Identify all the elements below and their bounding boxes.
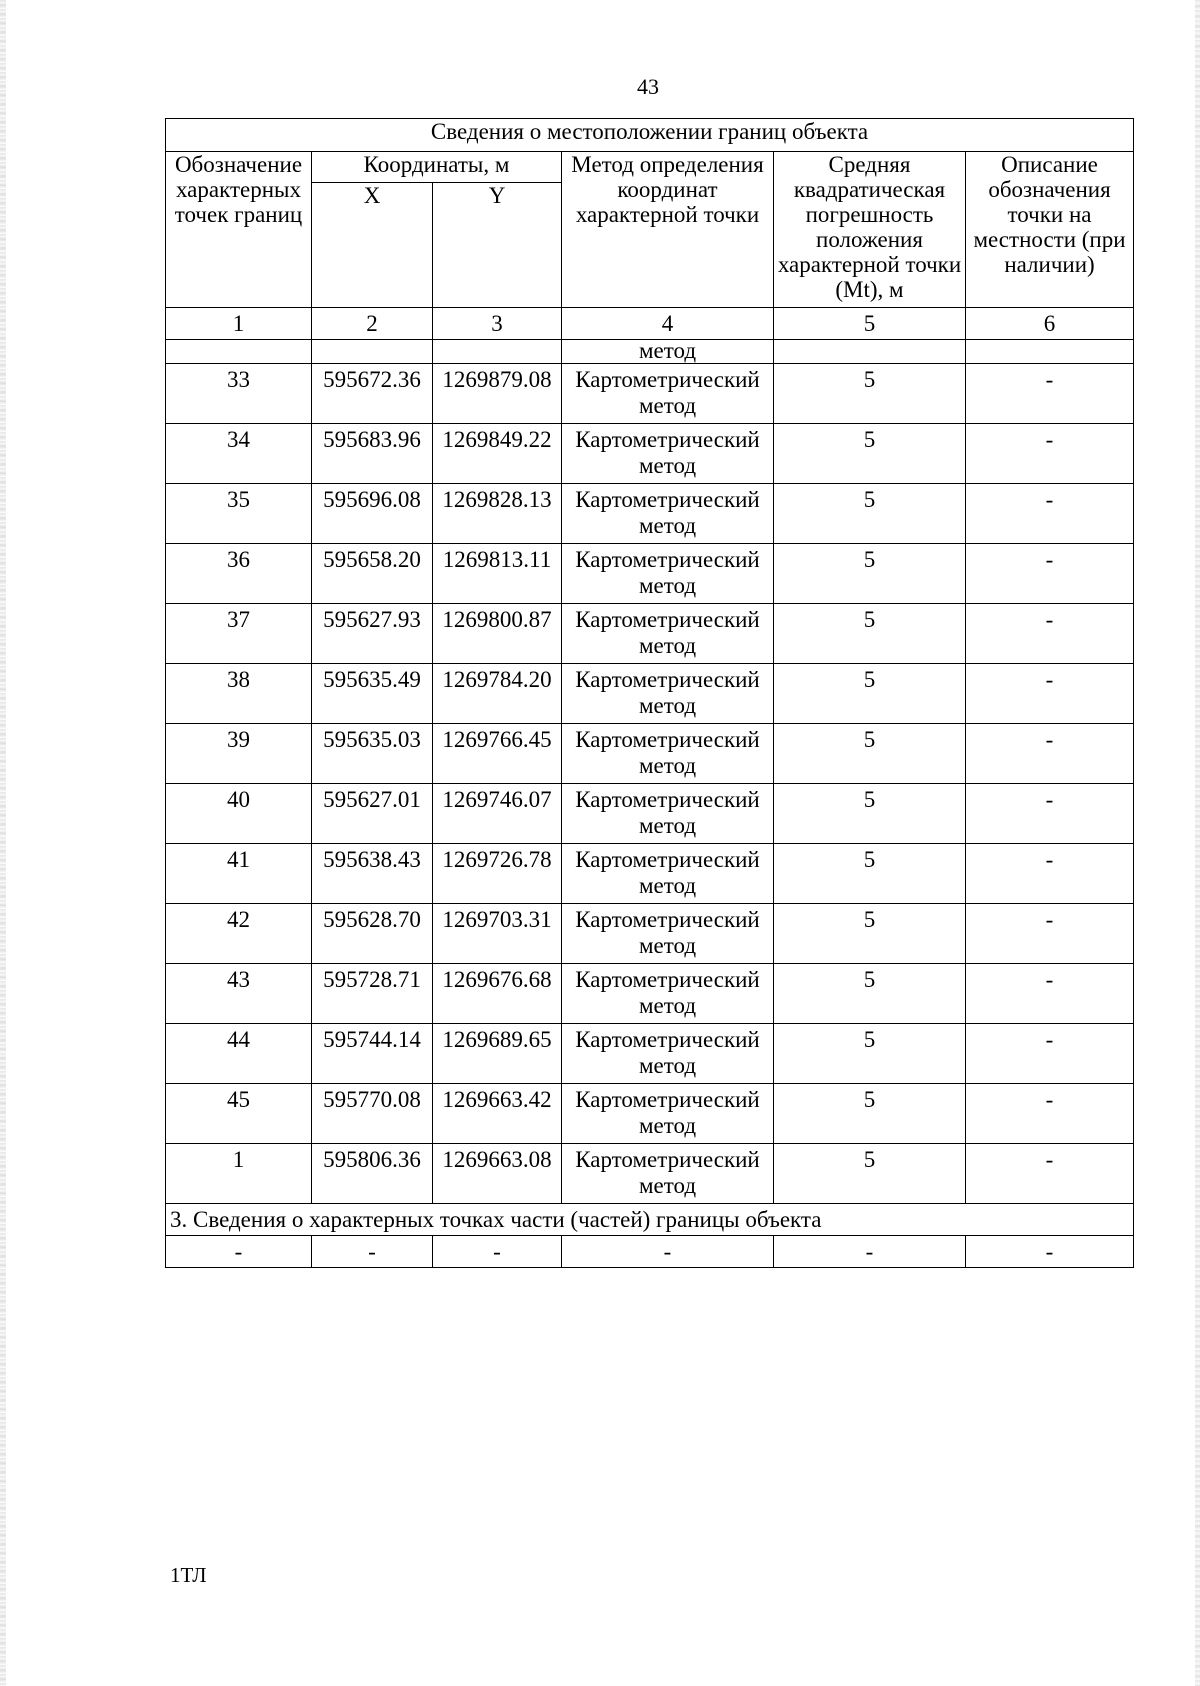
coord-x: 595658.20	[312, 544, 433, 604]
mean-error: 5	[774, 844, 966, 904]
table-row	[166, 484, 1134, 544]
column-number: 2	[312, 308, 433, 340]
point-number: 36	[166, 544, 312, 604]
table-row	[166, 784, 1134, 844]
point-description: -	[966, 604, 1134, 664]
table-row	[166, 424, 1134, 484]
header-row-1	[166, 152, 1134, 183]
column-number-row	[166, 308, 1134, 340]
point-number: 40	[166, 784, 312, 844]
method-cell	[562, 964, 774, 1024]
point-number: 35	[166, 484, 312, 544]
point-description: -	[966, 1144, 1134, 1204]
coord-y: 1269813.11	[433, 544, 562, 604]
coord-x: 595627.93	[312, 604, 433, 664]
continuation-cell	[774, 340, 966, 364]
section3-title: 3. Сведения о характерных точках части (частей) границы объекта	[166, 1204, 1134, 1236]
method-line-2: метод	[638, 573, 697, 598]
coord-x: 595627.01	[312, 784, 433, 844]
method-cell	[562, 484, 774, 544]
section3-row	[166, 1204, 1134, 1236]
column-number: 1	[166, 308, 312, 340]
coord-y: 1269663.42	[433, 1084, 562, 1144]
mean-error: 5	[774, 364, 966, 424]
table-row	[166, 844, 1134, 904]
table-row	[166, 1084, 1134, 1144]
coord-x: 595744.14	[312, 1024, 433, 1084]
method-line-1: Картометрический	[575, 427, 760, 452]
point-number: 43	[166, 964, 312, 1024]
column-number: 5	[774, 308, 966, 340]
mean-error: 5	[774, 1144, 966, 1204]
coord-y: 1269746.07	[433, 784, 562, 844]
table-row	[166, 1144, 1134, 1204]
method-line-1: Картометрический	[575, 547, 760, 572]
data-rows	[166, 364, 1134, 1204]
boundary-table	[165, 118, 1134, 1268]
method-line-1: Картометрический	[575, 667, 760, 692]
method-line-2: метод	[638, 633, 697, 658]
method-line-2: метод	[638, 873, 697, 898]
table-row	[166, 904, 1134, 964]
mean-error: 5	[774, 544, 966, 604]
method-line-2: метод	[638, 933, 697, 958]
point-description: -	[966, 844, 1134, 904]
column-number: 6	[966, 308, 1134, 340]
point-number: 37	[166, 604, 312, 664]
scan-edge-right	[1195, 0, 1200, 1686]
column-number: 4	[562, 308, 774, 340]
mean-error: 5	[774, 604, 966, 664]
coord-x: 595635.49	[312, 664, 433, 724]
method-line-2: метод	[638, 693, 697, 718]
header-x: X	[312, 183, 433, 308]
continuation-cell	[166, 340, 312, 364]
point-description: -	[966, 1024, 1134, 1084]
point-description: -	[966, 784, 1134, 844]
method-cell	[562, 784, 774, 844]
method-line-2: метод	[638, 1173, 697, 1198]
point-description: -	[966, 484, 1134, 544]
method-cell	[562, 424, 774, 484]
method-line-2: метод	[638, 1113, 697, 1138]
table-row	[166, 1024, 1134, 1084]
header-y: Y	[433, 183, 562, 308]
method-cell	[562, 544, 774, 604]
section3-cell: -	[312, 1236, 433, 1268]
method-line-2: метод	[638, 1053, 697, 1078]
table-row	[166, 964, 1134, 1024]
method-cell	[562, 1024, 774, 1084]
point-description: -	[966, 1084, 1134, 1144]
point-number: 38	[166, 664, 312, 724]
coord-x: 595672.36	[312, 364, 433, 424]
continuation-method: метод	[562, 340, 774, 364]
point-description: -	[966, 964, 1134, 1024]
mean-error: 5	[774, 424, 966, 484]
continuation-cell	[312, 340, 433, 364]
coord-x: 595638.43	[312, 844, 433, 904]
coord-y: 1269828.13	[433, 484, 562, 544]
point-number: 44	[166, 1024, 312, 1084]
coord-y: 1269879.08	[433, 364, 562, 424]
table-row	[166, 364, 1134, 424]
point-number: 1	[166, 1144, 312, 1204]
mean-error: 5	[774, 964, 966, 1024]
point-description: -	[966, 364, 1134, 424]
continuation-cell	[433, 340, 562, 364]
table-row	[166, 544, 1134, 604]
method-line-2: метод	[638, 753, 697, 778]
method-line-1: Картометрический	[575, 847, 760, 872]
header-coordinates: Координаты, м	[312, 152, 562, 183]
section3-cell: -	[562, 1236, 774, 1268]
section3-cell: -	[966, 1236, 1134, 1268]
method-cell	[562, 1084, 774, 1144]
coord-y: 1269784.20	[433, 664, 562, 724]
method-line-2: метод	[638, 393, 697, 418]
coord-y: 1269800.87	[433, 604, 562, 664]
method-cell	[562, 904, 774, 964]
page-number: 43	[637, 74, 659, 99]
point-number: 39	[166, 724, 312, 784]
method-line-2: метод	[638, 453, 697, 478]
coord-y: 1269766.45	[433, 724, 562, 784]
coord-x: 595770.08	[312, 1084, 433, 1144]
coord-x: 595806.36	[312, 1144, 433, 1204]
coord-y: 1269689.65	[433, 1024, 562, 1084]
coord-x: 595683.96	[312, 424, 433, 484]
mean-error: 5	[774, 724, 966, 784]
section3-cells-row	[166, 1236, 1134, 1268]
point-description: -	[966, 544, 1134, 604]
section3-cell: -	[433, 1236, 562, 1268]
header-point-designation: Обозначение характерных точек границ	[166, 152, 312, 308]
point-description: -	[966, 424, 1134, 484]
method-line-1: Картометрический	[575, 787, 760, 812]
mean-error: 5	[774, 904, 966, 964]
method-line-1: Картометрический	[575, 1087, 760, 1112]
point-description: -	[966, 664, 1134, 724]
continuation-cell	[966, 340, 1134, 364]
method-line-2: метод	[638, 993, 697, 1018]
header-mean-error: Средняя квадратическая погрешность положения характерной точки (Mt), м	[774, 152, 966, 308]
method-line-1: Картометрический	[575, 487, 760, 512]
point-description: -	[966, 904, 1134, 964]
coord-x: 595696.08	[312, 484, 433, 544]
section3-cell: -	[166, 1236, 312, 1268]
coord-y: 1269726.78	[433, 844, 562, 904]
section3-cell: -	[774, 1236, 966, 1268]
table-row	[166, 604, 1134, 664]
point-number: 42	[166, 904, 312, 964]
method-line-1: Картометрический	[575, 607, 760, 632]
method-line-1: Картометрический	[575, 1027, 760, 1052]
point-number: 41	[166, 844, 312, 904]
method-line-1: Картометрический	[575, 1147, 760, 1172]
coord-x: 595728.71	[312, 964, 433, 1024]
method-line-1: Картометрический	[575, 967, 760, 992]
mean-error: 5	[774, 1084, 966, 1144]
method-cell	[562, 844, 774, 904]
header-method: Метод определения координат характерной точки	[562, 152, 774, 308]
column-number: 3	[433, 308, 562, 340]
scan-edge-left	[0, 0, 6, 1686]
mean-error: 5	[774, 1024, 966, 1084]
footer-code: 1ТЛ	[170, 1563, 207, 1587]
method-line-1: Картометрический	[575, 727, 760, 752]
coord-y: 1269703.31	[433, 904, 562, 964]
method-line-1: Картометрический	[575, 907, 760, 932]
mean-error: 5	[774, 484, 966, 544]
header-description: Описание обозначения точки на местности (при наличии)	[966, 152, 1134, 308]
point-description: -	[966, 724, 1134, 784]
method-cell	[562, 664, 774, 724]
method-cell	[562, 1144, 774, 1204]
coord-y: 1269663.08	[433, 1144, 562, 1204]
point-number: 45	[166, 1084, 312, 1144]
coord-y: 1269676.68	[433, 964, 562, 1024]
table-row	[166, 724, 1134, 784]
table-title: Сведения о местоположении границ объекта	[166, 119, 1134, 152]
point-number: 34	[166, 424, 312, 484]
continuation-row	[166, 340, 1134, 364]
method-line-1: Картометрический	[575, 367, 760, 392]
point-number: 33	[166, 364, 312, 424]
method-line-2: метод	[638, 813, 697, 838]
method-cell	[562, 364, 774, 424]
method-cell	[562, 604, 774, 664]
coord-x: 595635.03	[312, 724, 433, 784]
table-row	[166, 664, 1134, 724]
method-line-2: метод	[638, 513, 697, 538]
mean-error: 5	[774, 784, 966, 844]
coord-y: 1269849.22	[433, 424, 562, 484]
table-title-row	[166, 119, 1134, 152]
mean-error: 5	[774, 664, 966, 724]
method-cell	[562, 724, 774, 784]
coord-x: 595628.70	[312, 904, 433, 964]
